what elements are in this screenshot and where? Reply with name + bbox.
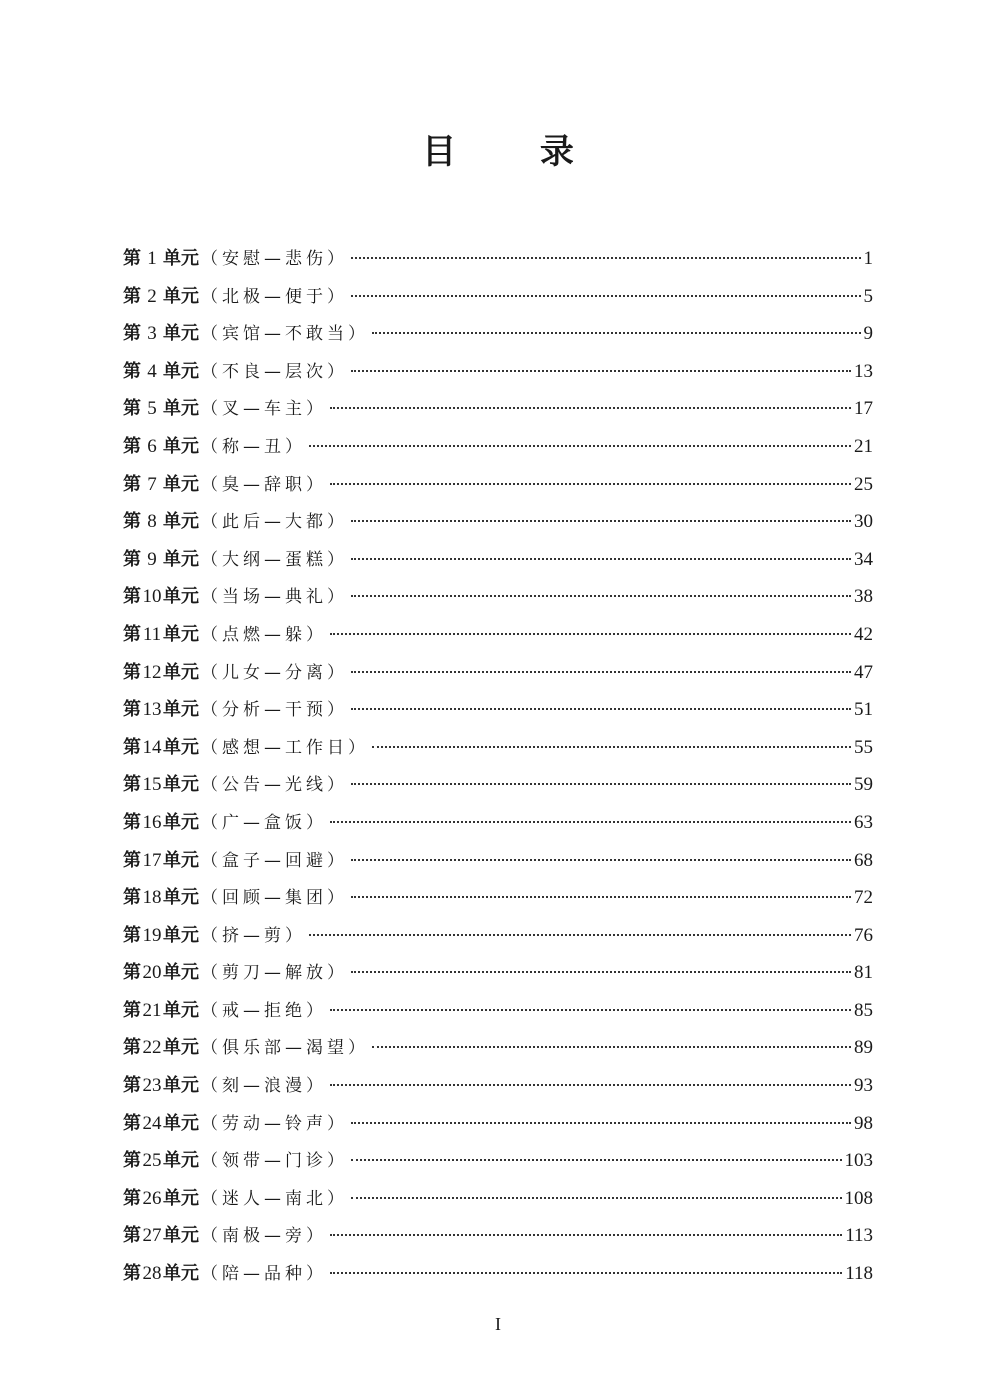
unit-prefix: 第 [123,849,141,871]
unit-word-range: （陪—品种） [201,1264,327,1285]
dot-leader [351,1197,842,1199]
unit-word-range: （此后—大都） [201,512,348,533]
unit-prefix: 第 [123,661,141,683]
unit-suffix: 单元 [163,962,199,984]
toc-entry[interactable] [123,466,873,504]
unit-word-range: （公告—光线） [201,775,348,796]
toc-entry[interactable] [123,616,873,654]
unit-suffix: 单元 [163,548,199,570]
dot-leader [309,934,851,936]
unit-prefix: 第 [123,511,141,533]
page-number: 21 [854,435,873,457]
unit-word-range: （刻—浪漫） [201,1076,327,1097]
unit-number: 23 [142,1075,162,1097]
toc-entry[interactable] [123,1105,873,1143]
page-number: 81 [854,962,873,984]
page-number: 113 [845,1225,873,1247]
unit-suffix: 单元 [163,1187,199,1209]
unit-number: 25 [142,1150,162,1172]
unit-word-range: （劳动—铃声） [201,1113,348,1134]
dot-leader [351,520,851,522]
toc-entry[interactable] [123,1142,873,1180]
unit-number: 4 [147,360,157,382]
page-number: 72 [854,887,873,909]
unit-number: 7 [147,473,157,495]
dot-leader [330,407,851,409]
unit-number: 5 [147,398,157,420]
toc-entry[interactable] [123,578,873,616]
unit-prefix: 第 [123,774,141,796]
unit-suffix: 单元 [163,1225,199,1247]
unit-label [123,654,199,692]
page-number: 5 [863,285,873,307]
unit-suffix: 单元 [163,473,199,495]
dot-leader [372,332,861,334]
unit-prefix: 第 [123,736,141,758]
unit-suffix: 单元 [163,1112,199,1134]
unit-suffix: 单元 [163,511,199,533]
unit-suffix: 单元 [163,924,199,946]
unit-number: 22 [142,1037,162,1059]
unit-word-range: （戒—拒绝） [201,1000,327,1021]
page-number: 51 [854,699,873,721]
unit-prefix: 第 [123,887,141,909]
unit-word-range: （盒子—回避） [201,850,348,871]
page-number: 76 [854,924,873,946]
unit-label [123,390,199,428]
dot-leader [330,633,851,635]
page-number: 1 [863,248,873,269]
unit-number: 8 [147,511,157,533]
page-number: 89 [854,1037,873,1059]
unit-number: 6 [147,435,157,457]
unit-word-range: （大纲—蛋糕） [201,549,348,570]
unit-word-range: （回顾—集团） [201,888,348,909]
toc-entry[interactable] [123,240,873,278]
unit-prefix: 第 [123,1037,141,1059]
unit-word-range: （点燃—躲） [201,624,327,645]
dot-leader [330,1272,842,1274]
unit-word-range: （当场—典礼） [201,587,348,608]
unit-word-range: （臭—辞职） [201,474,327,495]
unit-prefix: 第 [123,473,141,495]
unit-word-range: （称—丑） [201,436,306,457]
unit-number: 12 [142,661,162,683]
page-number: 85 [854,999,873,1021]
unit-word-range: （分析—干预） [201,700,348,721]
toc-entry[interactable] [123,992,873,1030]
unit-prefix: 第 [123,1187,141,1209]
unit-prefix: 第 [123,398,141,420]
unit-suffix: 单元 [163,699,199,721]
unit-label [123,1142,199,1180]
unit-word-range: （叉—车主） [201,399,327,420]
unit-number: 24 [142,1112,162,1134]
dot-leader [351,295,861,297]
toc-entry[interactable] [123,1180,873,1218]
dot-leader [372,746,851,748]
unit-suffix: 单元 [163,811,199,833]
unit-word-range: （宾馆—不敢当） [201,324,369,345]
toc-entry[interactable] [123,691,873,729]
unit-word-range: （儿女—分离） [201,662,348,683]
unit-word-range: （南极—旁） [201,1226,327,1247]
page-number: 17 [854,398,873,420]
toc-entry[interactable] [123,842,873,880]
toc-entry[interactable] [123,1255,873,1293]
unit-label [123,992,199,1030]
unit-label [123,1067,199,1105]
unit-number: 26 [142,1187,162,1209]
unit-suffix: 单元 [163,248,199,269]
page-number: 108 [844,1187,873,1209]
unit-prefix: 第 [123,811,141,833]
toc-entry[interactable] [123,1029,873,1067]
unit-label [123,954,199,992]
unit-label [123,729,199,767]
toc-entry[interactable] [123,879,873,917]
unit-number: 10 [142,586,162,608]
toc-entry[interactable] [123,390,873,428]
unit-number: 13 [142,699,162,721]
unit-suffix: 单元 [163,661,199,683]
footer-page-number: I [495,1314,501,1334]
dot-leader [351,783,851,785]
unit-label [123,1217,199,1255]
toc-entry[interactable] [123,804,873,842]
page-number: 9 [863,323,873,345]
page-number: 47 [854,661,873,683]
dot-leader [351,370,851,372]
page-number: 55 [854,736,873,758]
unit-label [123,1255,199,1293]
unit-number: 21 [142,999,162,1021]
unit-prefix: 第 [123,623,141,645]
page-number: 38 [854,586,873,608]
toc-entry[interactable] [123,729,873,767]
page-number: 25 [854,473,873,495]
unit-prefix: 第 [123,962,141,984]
page-number: 93 [854,1075,873,1097]
unit-suffix: 单元 [163,323,199,345]
toc-entry[interactable] [123,917,873,955]
toc-entry[interactable] [123,1067,873,1105]
unit-label [123,842,199,880]
page-number: 42 [854,623,873,645]
page-number: 68 [854,849,873,871]
unit-number: 18 [142,887,162,909]
page-number: 98 [854,1112,873,1134]
dot-leader [351,595,851,597]
page-number: 118 [845,1263,873,1285]
unit-number: 19 [142,924,162,946]
toc-entry[interactable] [123,503,873,541]
unit-label [123,315,199,353]
unit-label [123,240,199,278]
unit-label [123,1029,199,1067]
unit-label [123,466,199,504]
dot-leader [351,558,851,560]
dot-leader [351,708,851,710]
dot-leader [351,971,851,973]
page-number: 63 [854,811,873,833]
page-title: 目 录 [422,132,610,172]
unit-prefix: 第 [123,248,141,269]
unit-word-range: （俱乐部—渴望） [201,1038,369,1059]
unit-suffix: 单元 [163,1150,199,1172]
unit-word-range: （领带—门诊） [201,1151,348,1172]
unit-number: 27 [142,1225,162,1247]
toc-entry[interactable] [123,278,873,316]
unit-number: 17 [142,849,162,871]
unit-word-range: （挤—剪） [201,925,306,946]
unit-prefix: 第 [123,323,141,345]
unit-suffix: 单元 [163,1075,199,1097]
toc-entry[interactable] [123,954,873,992]
unit-number: 16 [142,811,162,833]
unit-word-range: （安慰—悲伤） [201,249,348,269]
dot-leader [330,1084,851,1086]
unit-label [123,616,199,654]
unit-suffix: 单元 [163,435,199,457]
dot-leader [351,1159,842,1161]
unit-suffix: 单元 [163,774,199,796]
unit-label [123,691,199,729]
unit-label [123,917,199,955]
unit-label [123,541,199,579]
toc-entry[interactable] [123,1217,873,1255]
unit-word-range: （广—盒饭） [201,812,327,833]
toc-entry[interactable] [123,353,873,391]
unit-label [123,879,199,917]
unit-number: 15 [142,774,162,796]
unit-prefix: 第 [123,1112,141,1134]
unit-suffix: 单元 [163,586,199,608]
dot-leader [309,445,851,447]
toc-entry[interactable] [123,766,873,804]
unit-prefix: 第 [123,360,141,382]
unit-prefix: 第 [123,924,141,946]
toc-entry[interactable] [123,315,873,353]
unit-label [123,278,199,316]
unit-prefix: 第 [123,1225,141,1247]
unit-suffix: 单元 [163,736,199,758]
dot-leader [351,671,851,673]
unit-suffix: 单元 [163,398,199,420]
unit-label [123,766,199,804]
unit-word-range: （感想—工作日） [201,737,369,758]
unit-number: 14 [142,736,162,758]
unit-number: 1 [147,248,157,269]
unit-prefix: 第 [123,586,141,608]
unit-number: 20 [142,962,162,984]
unit-word-range: （剪刀—解放） [201,963,348,984]
unit-suffix: 单元 [163,1263,199,1285]
unit-prefix: 第 [123,699,141,721]
unit-suffix: 单元 [163,887,199,909]
dot-leader [330,1009,851,1011]
unit-number: 2 [147,285,157,307]
toc-entry[interactable] [123,428,873,466]
table-of-contents [123,240,873,1293]
unit-word-range: （迷人—南北） [201,1188,348,1209]
dot-leader [351,859,851,861]
unit-prefix: 第 [123,1263,141,1285]
unit-label [123,353,199,391]
unit-suffix: 单元 [163,360,199,382]
unit-prefix: 第 [123,1150,141,1172]
unit-number: 28 [142,1263,162,1285]
unit-label [123,1105,199,1143]
unit-label [123,1180,199,1218]
unit-prefix: 第 [123,435,141,457]
unit-prefix: 第 [123,1075,141,1097]
dot-leader [351,257,861,259]
dot-leader [372,1046,851,1048]
unit-prefix: 第 [123,548,141,570]
dot-leader [330,1234,842,1236]
dot-leader [351,1122,851,1124]
dot-leader [330,821,851,823]
unit-label [123,578,199,616]
unit-suffix: 单元 [163,849,199,871]
dot-leader [351,896,851,898]
unit-suffix: 单元 [163,1037,199,1059]
unit-suffix: 单元 [163,623,199,645]
unit-suffix: 单元 [163,285,199,307]
toc-entry[interactable] [123,541,873,579]
unit-number: 3 [147,323,157,345]
unit-prefix: 第 [123,999,141,1021]
unit-word-range: （不良—层次） [201,361,348,382]
dot-leader [330,483,851,485]
page-number: 30 [854,511,873,533]
page-number: 34 [854,548,873,570]
page-number: 103 [844,1150,873,1172]
unit-number: 11 [142,623,162,645]
page-number: 13 [854,360,873,382]
unit-label [123,503,199,541]
unit-prefix: 第 [123,285,141,307]
toc-entry[interactable] [123,654,873,692]
unit-label [123,804,199,842]
unit-number: 9 [147,548,157,570]
unit-label [123,428,199,466]
page-number: 59 [854,774,873,796]
unit-suffix: 单元 [163,999,199,1021]
unit-word-range: （北极—便于） [201,286,348,307]
